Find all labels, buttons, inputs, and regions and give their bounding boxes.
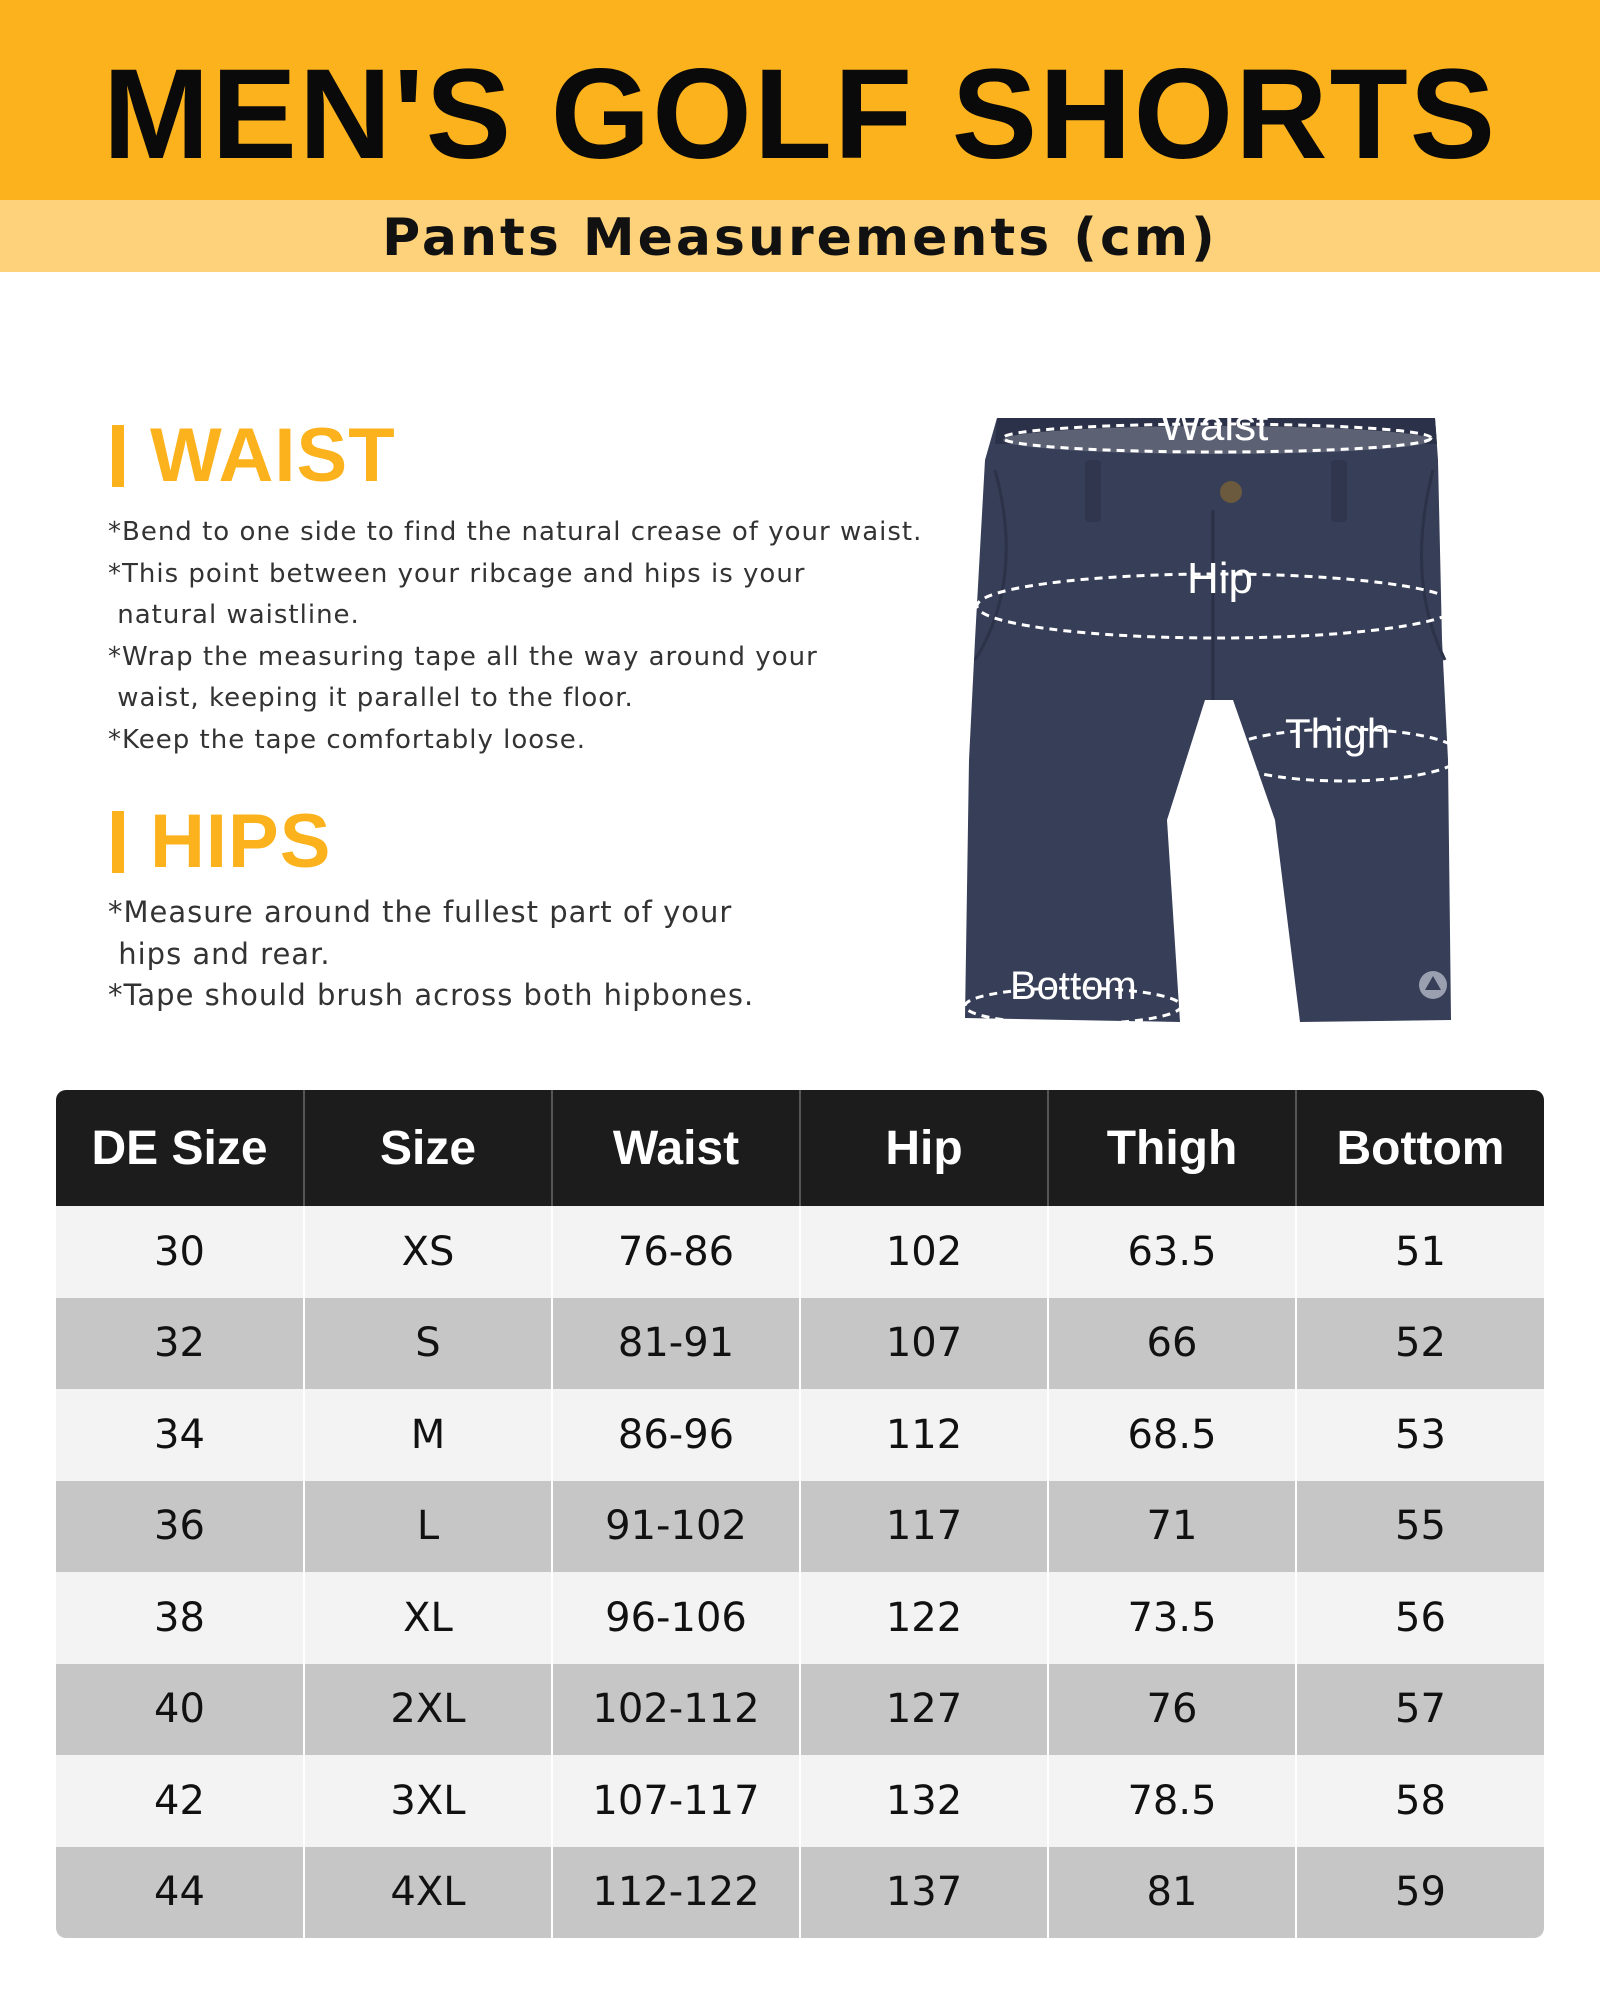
cell-size: S [304,1298,552,1390]
table-row [56,1481,1544,1573]
shorts-measurement-figure [955,400,1475,1040]
table-row [56,1206,1544,1298]
page-title: MEN'S GOLF SHORTS [102,43,1498,186]
cell-hip: 127 [800,1664,1048,1756]
instruction-line: *Bend to one side to find the natural crease of your waist. [108,517,923,547]
instruction-line: *Wrap the measuring tape all the way around your [108,641,818,672]
table-row [56,1389,1544,1481]
cell-hip: 112 [800,1389,1048,1481]
cell-thigh: 78.5 [1048,1755,1296,1847]
column-header-de-size: DE Size [56,1090,304,1206]
cell-de-size: 34 [56,1389,304,1481]
cell-waist: 112-122 [552,1847,800,1939]
thigh-label: Thigh [1285,710,1391,757]
size-chart-table [56,1090,1544,1938]
cell-bottom: 58 [1296,1755,1544,1847]
column-header-thigh: Thigh [1048,1090,1296,1206]
cell-waist: 107-117 [552,1755,800,1847]
instruction-line: *Tape should brush across both hipbones. [108,978,755,1012]
cell-thigh: 71 [1048,1481,1296,1573]
bottom-label: Bottom [1010,964,1137,1008]
instruction-line: *This point between your ribcage and hips is your [108,558,806,589]
cell-de-size: 44 [56,1847,304,1939]
column-header-waist: Waist [552,1090,800,1206]
cell-de-size: 40 [56,1664,304,1756]
cell-thigh: 73.5 [1048,1572,1296,1664]
cell-size: XL [304,1572,552,1664]
instruction-line: hips and rear. [108,936,331,971]
table-row [56,1664,1544,1756]
cell-hip: 107 [800,1298,1048,1390]
cell-waist: 91-102 [552,1481,800,1573]
table-row [56,1755,1544,1847]
cell-waist: 86-96 [552,1389,800,1481]
table-row [56,1847,1544,1939]
hip-label: Hip [1187,554,1254,603]
cell-thigh: 66 [1048,1298,1296,1390]
heading-accent-bar [112,811,124,873]
cell-size: XS [304,1206,552,1298]
cell-waist: 96-106 [552,1572,800,1664]
cell-de-size: 38 [56,1572,304,1664]
cell-bottom: 57 [1296,1664,1544,1756]
cell-bottom: 56 [1296,1572,1544,1664]
cell-hip: 102 [800,1206,1048,1298]
table-header-row [56,1090,1544,1206]
cell-waist: 81-91 [552,1298,800,1390]
cell-de-size: 30 [56,1206,304,1298]
hips-heading-text: HIPS [150,799,332,884]
hips-heading [112,799,332,884]
cell-de-size: 42 [56,1755,304,1847]
cell-bottom: 59 [1296,1847,1544,1939]
cell-size: M [304,1389,552,1481]
cell-bottom: 55 [1296,1481,1544,1573]
cell-thigh: 81 [1048,1847,1296,1939]
belt-loop [1331,460,1347,522]
cell-bottom: 51 [1296,1206,1544,1298]
shorts-illustration [955,400,1475,1040]
table-row [56,1572,1544,1664]
instruction-line: natural waistline. [108,600,360,630]
heading-accent-bar [112,425,124,487]
belt-loop [1085,460,1101,522]
instruction-line: waist, keeping it parallel to the floor. [108,683,634,713]
hips-instructions [108,892,888,1017]
table-body [56,1206,1544,1938]
cell-de-size: 36 [56,1481,304,1573]
column-header-size: Size [304,1090,552,1206]
cell-hip: 137 [800,1847,1048,1939]
cell-size: 3XL [304,1755,552,1847]
cell-waist: 76-86 [552,1206,800,1298]
cell-size: 2XL [304,1664,552,1756]
cell-thigh: 63.5 [1048,1206,1296,1298]
cell-thigh: 68.5 [1048,1389,1296,1481]
cell-hip: 117 [800,1481,1048,1573]
cell-de-size: 32 [56,1298,304,1390]
column-header-hip: Hip [800,1090,1048,1206]
waist-heading-text: WAIST [150,413,396,498]
page-subtitle: Pants Measurements (cm) [382,208,1218,268]
cell-bottom: 53 [1296,1389,1544,1481]
waist-label: Waist [1160,401,1269,450]
button-icon [1220,481,1242,503]
cell-hip: 132 [800,1755,1048,1847]
column-header-bottom: Bottom [1296,1090,1544,1206]
cell-hip: 122 [800,1572,1048,1664]
cell-size: L [304,1481,552,1573]
cell-waist: 102-112 [552,1664,800,1756]
table-row [56,1298,1544,1390]
cell-bottom: 52 [1296,1298,1544,1390]
waist-heading [112,413,396,498]
instruction-line: *Keep the tape comfortably loose. [108,724,586,755]
instruction-line: *Measure around the fullest part of your [108,895,733,929]
cell-thigh: 76 [1048,1664,1296,1756]
waist-instructions [108,512,923,761]
cell-size: 4XL [304,1847,552,1939]
